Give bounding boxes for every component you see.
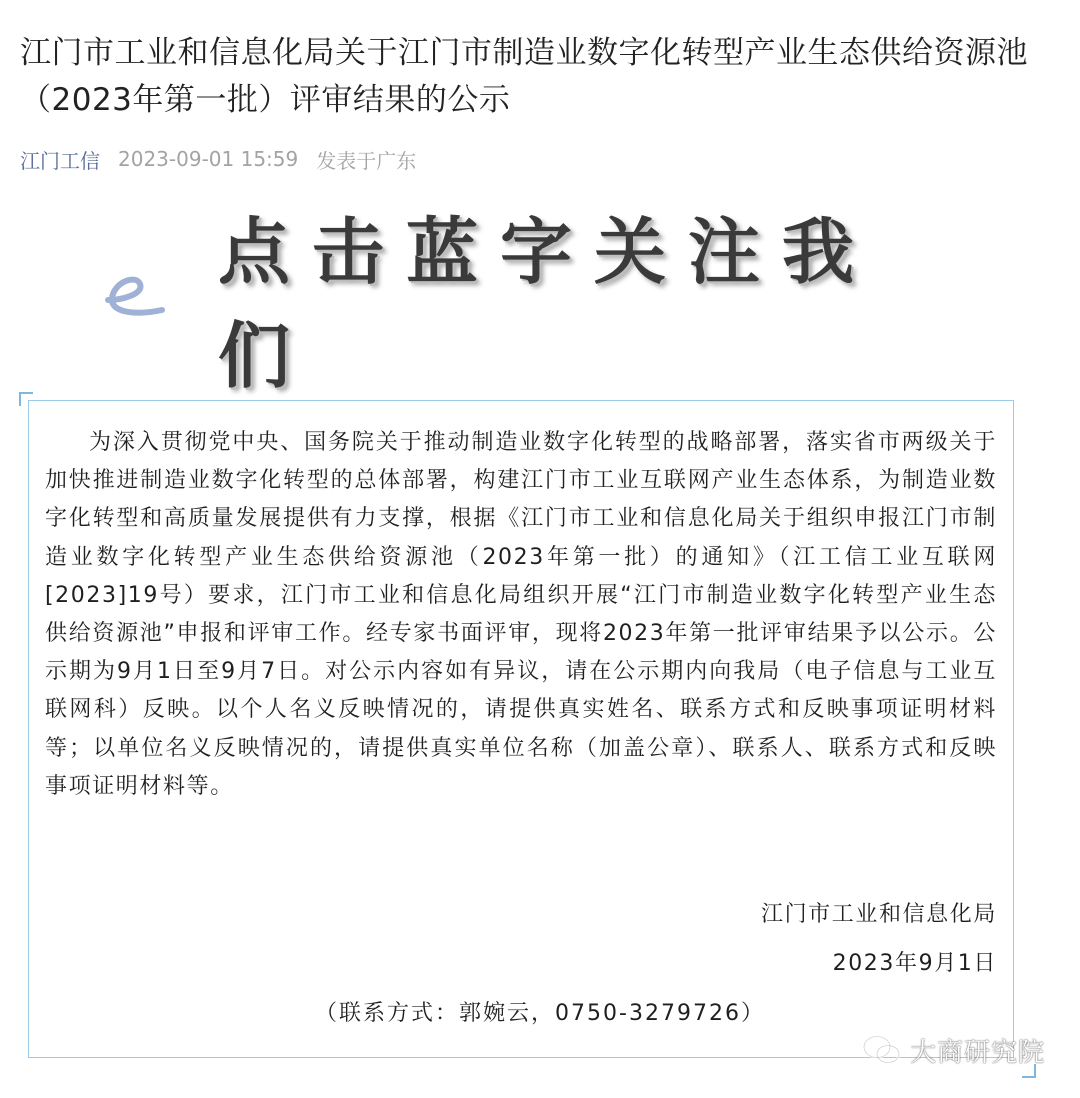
source-watermark	[862, 1030, 1045, 1070]
wechat-icon	[862, 1033, 902, 1067]
notice-date: 2023年9月1日	[832, 951, 997, 976]
issuer-signature: 江门市工业和信息化局	[760, 902, 997, 927]
follow-us-text[interactable]: 点击蓝字关注我们	[218, 209, 877, 398]
contact-info: （联系方式：郭婉云，0750-3279726）	[315, 1001, 765, 1026]
account-name-link[interactable]: 江门工信	[20, 148, 100, 173]
article-title: 江门市工业和信息化局关于江门市制造业数字化转型产业生态供给资源池（2023年第一批）评审结果的公示	[20, 35, 1028, 118]
notice-body: 为深入贯彻党中央、国务院关于推动制造业数字化转型的战略部署，落实省市两级关于加快推进制造业数字化转型的总体部署，构建江门市工业互联网产业生态体系，为制造业数字化转型和高质量发展提供有力支撑，根据《江门市工业和信息化局关于组织申报江门市制造业数字化转型产业生态供给资源池（2023年第一批）的通知》（江工信工业互联网[2023]19号）要求，江门市工业和信息化局组织开展“江门市制造业数字化转型产业生态供给资源池”申报和评审工作。经专家书面评审，现将2023年第一批评审结果予以公示。公示期为9月1日至9月7日。对公示内容如有异议，请在公示期内向我局（电子信息与工业互联网科）反映。以个人名义反映情况的，请提供真实姓名、联系方式和反映事项证明材料等；以单位名义反映情况的，请提供真实单位名称（加盖公章）、联系人、联系方式和反映事项证明材料等。	[45, 430, 997, 799]
follow-banner[interactable]	[100, 209, 940, 398]
publish-location: 发表于广东	[316, 148, 417, 173]
article-meta	[20, 144, 416, 174]
publish-time: 2023-09-01 15:59	[118, 147, 299, 171]
e-swirl-icon	[100, 260, 170, 334]
watermark-text: 大商研究院	[910, 1037, 1046, 1068]
